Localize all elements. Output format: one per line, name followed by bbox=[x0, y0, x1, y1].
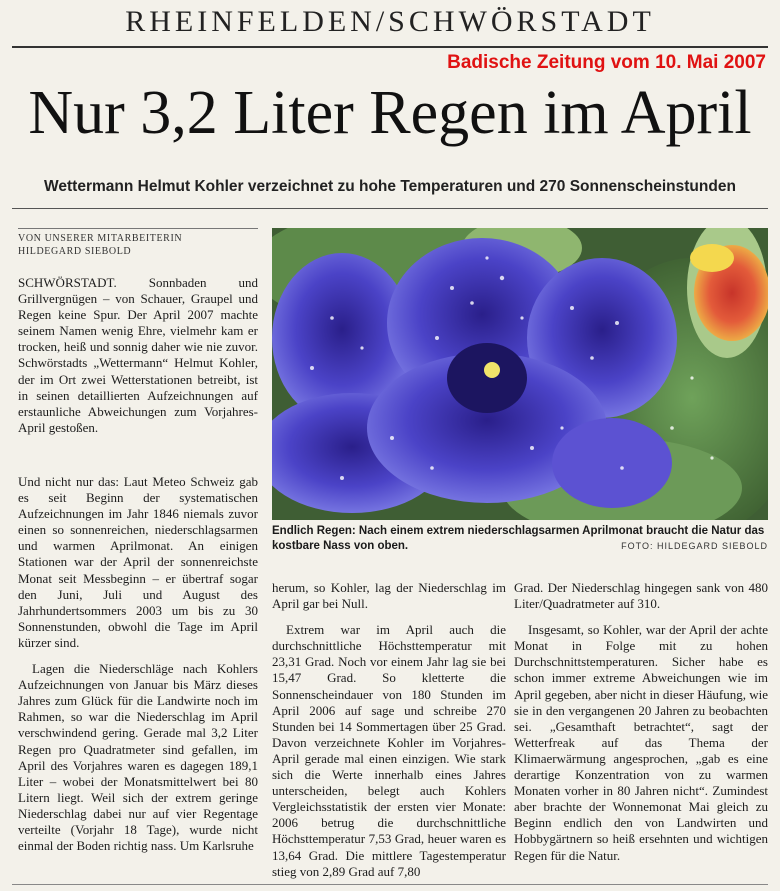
byline bbox=[18, 232, 258, 258]
pansy-photo bbox=[272, 228, 768, 520]
source-note: Badische Zeitung vom 10. Mai 2007 bbox=[447, 52, 766, 73]
body-paragraph: Extrem war im April auch die durchschnittliche Höchsttemperatur mit 23,31 Grad. Noch vor einem Jahr lag sie bei 15,47 Grad. So kletterte die Sonnenscheindauer von 180 Stunden im April 2006 auf sage und schreibe 270 Stunden bei 14 Sommertagen über 25 Grad. Davon verzeichnete Kohler im Vorjahres-April gerade mal einen einzigen. Wie stark sich die Werte innerhalb eines Jahres unterscheiden, belegt auch Kohlers Vergleichsstatistik der ersten vier Monate: 2006 betrug die durchschnittliche Höchsttemperatur 7,53 Grad, heuer waren es 13,64 Grad. Die mittlere Tagestemperatur stieg von 2,89 Grad auf 7,80 bbox=[272, 622, 506, 879]
section-divider bbox=[12, 208, 768, 209]
article-column-1-continued bbox=[18, 474, 258, 854]
article-column-2 bbox=[272, 580, 506, 880]
headline: Nur 3,2 Liter Regen im April bbox=[28, 79, 752, 147]
header-rule bbox=[12, 46, 768, 48]
body-paragraph: herum, so Kohler, lag der Niederschlag im April gar bei Null. bbox=[272, 580, 506, 612]
body-paragraph: Und nicht nur das: Laut Meteo Schweiz gab es seit Beginn der systematischen Aufzeichnungen im Jahr 1846 niemals zuvor einen so sonnenreichen, niederschlagsarmen und warmen Aprilmonat. An einigen Stationen war der April der sonnenreichste Monat seit Messbeginn – er übertraf sogar den Juni, Juli und August des Jahrhundertsommers 2003 um bis zu 30 Sonnenstunden, obwohl die Tage im April kürzer sind. bbox=[18, 474, 258, 650]
article-column-1 bbox=[18, 275, 258, 436]
pansy-image bbox=[272, 228, 768, 520]
bottom-rule bbox=[12, 884, 768, 885]
byline-role: VON UNSERER MITARBEITERIN bbox=[18, 233, 183, 244]
article-column-3 bbox=[514, 580, 768, 864]
subheadline: Wettermann Helmut Kohler verzeichnet zu hohe Temperaturen und 270 Sonnenscheinstunden bbox=[44, 178, 736, 195]
body-paragraph: Lagen die Niederschläge nach Kohlers Aufzeichnungen von Januar bis März dieses Jahres zum Glück für die Landwirte noch im Rahmen, so war die Niederschlag im April verschwindend gering. Gerade mal 3,2 Liter Regen pro Quadratmeter sind gefallen, im April des Vorjahres waren es dagegen 189,1 Liter – wobei der Monatsmittelwert bei 80 Litern liegt. Weil sich der extrem geringe Niederschlag dabei nur auf vier Regentage verteilte (Vorjahr 18 Tage), wurde nicht einmal der Boden richtig nass. Um Karlsruhe bbox=[18, 661, 258, 854]
body-paragraph: Insgesamt, so Kohler, war der April der achte Monat in Folge mit zu hohen Durchschnittstemperaturen. Sicher habe es schon immer extreme Abweichungen wie im April gegeben, aber nicht in dieser Häufung, wie sie in den vergangenen 20 Jahren zu beobachten sei. „Gesamthaft betrachtet“, sagt der Wetterfreak auf das Thema der Klimaerwärmung angesprochen, „gab es eine derartige Konzentration von zu warmen Monaten vorher in 80 Jahren nicht“. Zumindest aber brachte der Wonnemonat Mai gleich zu Beginn endlich den von Landwirten und Hobbygärtnern so heiß ersehnten und wichtigen Regen für die Natur. bbox=[514, 622, 768, 863]
section-header: RHEINFELDEN/SCHWÖRSTADT bbox=[125, 5, 655, 38]
photo-credit: FOTO: HILDEGARD SIEBOLD bbox=[621, 541, 768, 551]
body-paragraph: Grad. Der Niederschlag hingegen sank von 480 Liter/Quadratmeter auf 310. bbox=[514, 580, 768, 612]
photo-caption bbox=[272, 524, 768, 554]
byline-rule bbox=[18, 228, 258, 229]
lead-paragraph: SCHWÖRSTADT. Sonnbaden und Grillvergnügen – von Schauer, Graupel und Regen keine Spur. Der April 2007 machte seinem Namen wenig Ehre, vielmehr kam er trocken, heiß und sonnig daher wie nie zuvor. Schwörstadts „Wettermann“ Helmut Kohler, der im Ort zwei Wetterstationen betreibt, ist in seinen detaillierten Aufzeichnungen auf erstaunliche Abweichungen zum Vorjahres-April gestoßen. bbox=[18, 275, 258, 435]
caption-text: Endlich Regen: Nach einem extrem niederschlagsarmen Aprilmonat braucht die Natur das kostbare Nass von oben. bbox=[272, 525, 765, 552]
byline-author: HILDEGARD SIEBOLD bbox=[18, 246, 132, 257]
